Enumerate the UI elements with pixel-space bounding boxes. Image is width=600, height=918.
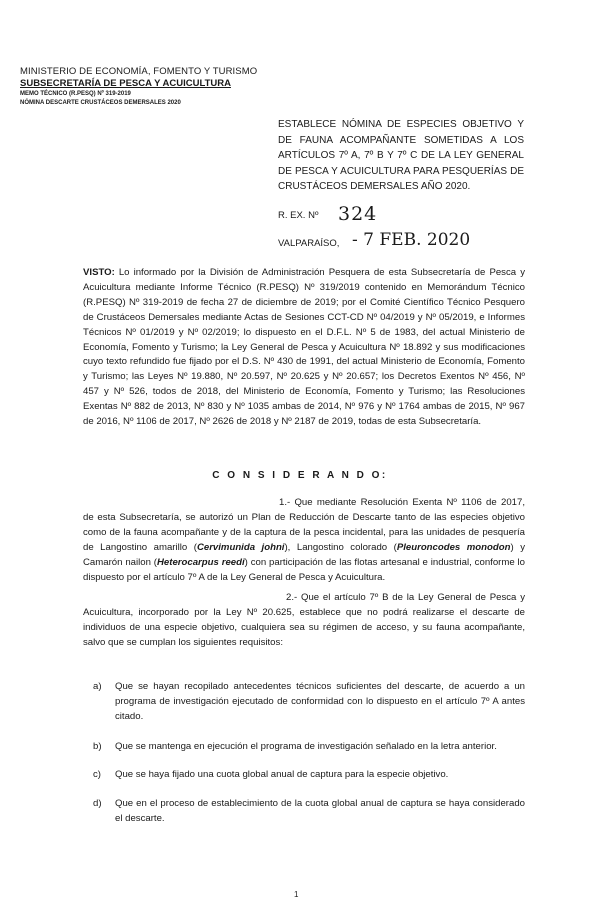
p1-text-c: ) y Camarón nailon ( xyxy=(83,541,525,568)
list-marker: b) xyxy=(93,741,102,752)
document-subject: NÓMINA DESCARTE CRUSTÁCEOS DEMERSALES 2020 xyxy=(20,100,181,106)
resolution-city: VALPARAÍSO, xyxy=(278,238,340,249)
p1-text-a: 1.- Que mediante Resolución Exenta Nº 1106 de 2017, de esta Subsecretaría, se autorizó un Plan de Reducción de Descarte tanto de las especies objetivo como de la fauna acompañante y de la captura de la pesca incidental, para las unidades de pesquería de Langostino amarillo ( xyxy=(83,497,525,553)
species-heterocarpus: Heterocarpus reedi xyxy=(157,556,245,568)
visto-paragraph xyxy=(83,266,525,430)
list-item xyxy=(93,740,525,755)
list-item xyxy=(93,797,525,827)
page-number: 1 xyxy=(294,890,299,899)
list-text: Que se mantenga en ejecución el programa de investigación señalado en la letra anterior. xyxy=(115,741,497,752)
document-header xyxy=(20,66,270,108)
considerando-paragraph-1 xyxy=(83,496,525,585)
list-text: Que se hayan recopilado antecedentes técnicos suficientes del descarte, de acuerdo a un programa de investigación ejecutado de conformidad con lo dispuesto en el artículo 7º A antes citado. xyxy=(115,681,525,722)
p1-text-b: ), Langostino colorado ( xyxy=(284,541,397,553)
resolution-date-stamp: - 7 FEB. 2020 xyxy=(352,230,471,250)
considerando-heading: C O N S I D E R A N D O: xyxy=(212,470,388,481)
list-marker: c) xyxy=(93,769,101,780)
visto-label: VISTO: xyxy=(83,267,115,278)
resolution-number: 324 xyxy=(338,203,378,225)
species-pleuroncodes: Pleuroncodes monodon xyxy=(396,541,511,553)
species-cervimunida: Cervimunida johni xyxy=(196,541,285,553)
ministry-name: MINISTERIO DE ECONOMÍA, FOMENTO Y TURISMO xyxy=(20,66,258,77)
list-text: Que se haya fijado una cuota global anual de captura para la especie objetivo. xyxy=(115,769,449,780)
memo-reference: MEMO TÉCNICO (R.PESQ) Nº 319-2019 xyxy=(20,91,131,97)
list-item xyxy=(93,768,525,783)
resolution-label: R. EX. Nº xyxy=(278,210,319,221)
list-marker: a) xyxy=(93,681,102,692)
resolution-title: ESTABLECE NÓMINA DE ESPECIES OBJETIVO Y DE FAUNA ACOMPAÑANTE SOMETIDAS A LOS ARTÍCULOS 7º A, 7º B Y 7º C DE LA LEY GENERAL DE PESCA Y ACUICULTURA PARA PESQUERÍAS DE CRUSTÁCEOS DEMERSALES AÑO 2020. xyxy=(278,119,524,192)
list-item xyxy=(93,680,525,725)
list-marker: d) xyxy=(93,798,102,809)
p1-text-d: ) con participación de las flotas artesanal e industrial, conforme lo dispuesto por el artículo 7º A de la Ley General de Pesca y Acuicultura. xyxy=(83,556,526,583)
visto-text: Lo informado por la División de Administración Pesquera de esta Subsecretaría de Pesca y Acuicultura mediante Informe Técnico (R.PESQ) Nº 319/2019 contenido en Memorándum Técnico (R.PESQ) Nº 319-2019 de fecha 27 de diciembre de 2019; por el Comité Científico Técnico Pesquero de Crustáceos Demersales mediante Actas de Sesiones CCT-CD Nº 04/2019 y Nº 05/2019, e Informes Técnicos Nº 01/2019 y Nº 02/2019; lo dispuesto en el D.F.L. Nº 5 de 1983, del actual Ministerio de Economía, Fomento y Turismo; la Ley General de Pesca y Acuicultura Nº 18.892 y sus modificaciones cuyo texto refundido fue fijado por el D.S. Nº 430 de 1991, del actual Ministerio de Economía, Fomento y Turismo; las Leyes Nº 19.880, Nº 20.597, Nº 20.625 y Nº 20.657; los Decretos Exentos Nº 456, Nº 457 y Nº 526, todos de 2018, del Ministerio de Economía, Fomento y Turismo; las Resoluciones Exentas Nº 882 de 2013, Nº 830 y Nº 1035 ambas de 2014, Nº 976 y Nº 1764 ambas de 2015, Nº 967 de 2016, Nº 1106 de 2017, Nº 2626 de 2018 y Nº 2187 de 2019, todas de esta Subsecretaría. xyxy=(83,267,525,428)
list-text: Que en el proceso de establecimiento de la cuota global anual de captura se haya considerado el descarte. xyxy=(115,798,525,824)
undersecretariat-name: SUBSECRETARÍA DE PESCA Y ACUICULTURA xyxy=(20,78,231,89)
considerando-paragraph-2: 2.- Que el artículo 7º B de la Ley General de Pesca y Acuicultura, incorporado por la Ley Nº 20.625, establece que no podrá realizarse el descarte de individuos de una especie objetivo, cualquiera sea su régimen de acceso, y su fauna acompañante, salvo que se cumplan los siguientes requisitos: xyxy=(83,592,525,648)
